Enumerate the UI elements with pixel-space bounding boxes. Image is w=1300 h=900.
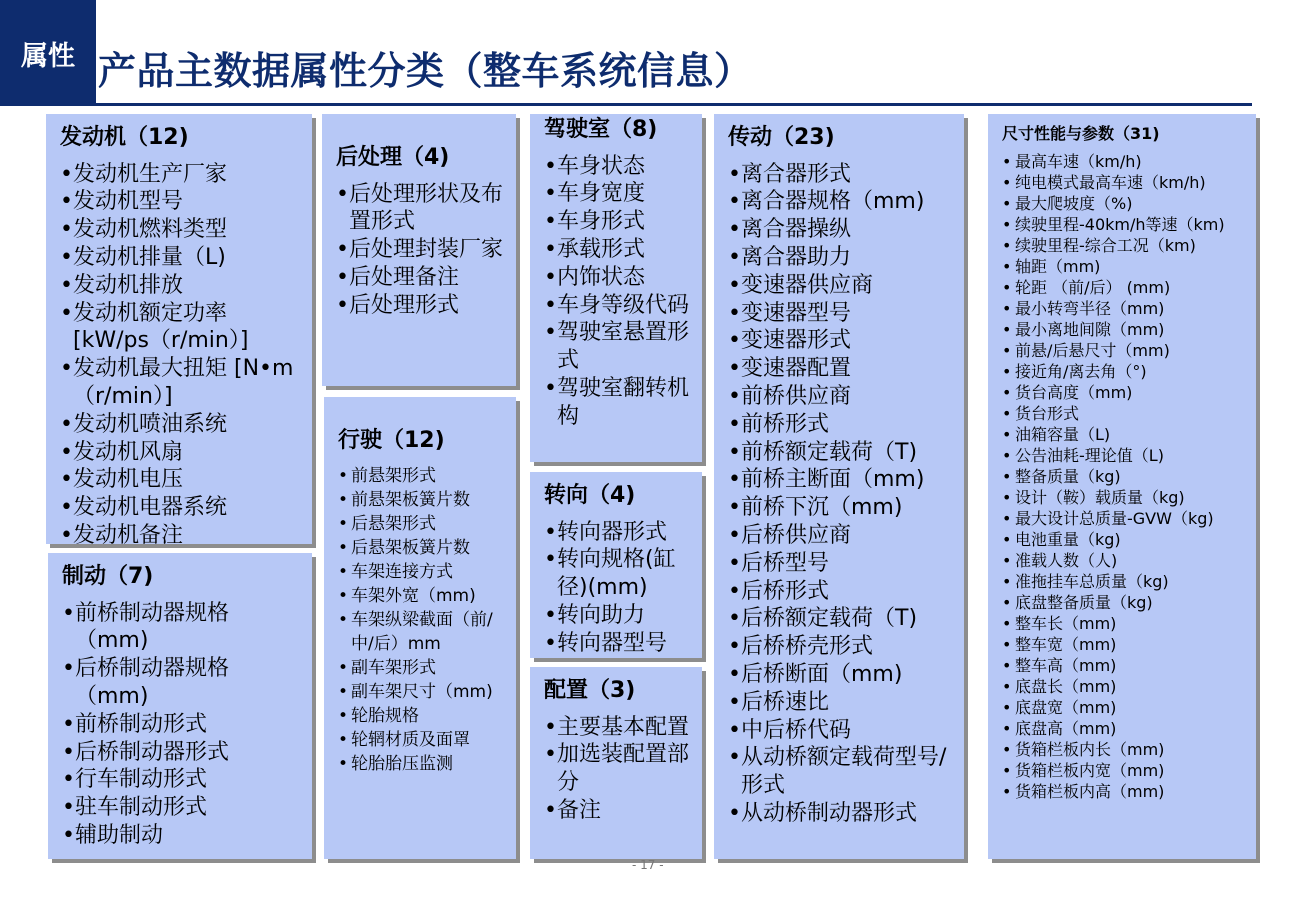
page-title: 产品主数据属性分类（整车系统信息）	[98, 49, 753, 93]
list-item: • 变速器配置	[728, 355, 952, 383]
list-item: • 转向助力	[544, 602, 690, 630]
list-item: • 准载人数（人)	[1002, 550, 1244, 571]
list-item: • 底盘长（mm)	[1002, 676, 1244, 697]
list-item: • 最大设计总质量-GVW（kg)	[1002, 508, 1244, 529]
list-item: • 从动桥额定载荷型号/形式	[728, 744, 952, 800]
engine-box	[46, 114, 312, 544]
list-item: • 后桥形式	[728, 578, 952, 606]
list-item: • 续驶里程-40km/h等速（km)	[1002, 214, 1244, 235]
list-item: • 发动机风扇	[60, 439, 300, 467]
list-item: • 车架外宽（mm)	[338, 584, 504, 608]
list-item: • 前桥制动形式	[62, 711, 300, 739]
list-item: • 后桥型号	[728, 550, 952, 578]
list-item: • 后处理备注	[336, 264, 504, 292]
list-item: • 后桥额定载荷（T)	[728, 605, 952, 633]
list-item: • 后桥供应商	[728, 522, 952, 550]
list-item: • 整车宽（mm)	[1002, 634, 1244, 655]
steering-title: 转向（4)	[544, 483, 636, 508]
list-item: • 整车长（mm)	[1002, 613, 1244, 634]
list-item: • 最小离地间隙（mm)	[1002, 319, 1244, 340]
list-item: • 发动机排量（L)	[60, 244, 300, 272]
list-item: • 变速器型号	[728, 300, 952, 328]
list-item: • 主要基本配置	[544, 714, 690, 742]
list-item: • 备注	[544, 797, 690, 825]
list-item: • 前桥供应商	[728, 383, 952, 411]
list-item: • 后桥制动器形式	[62, 739, 300, 767]
list-item: • 发动机型号	[60, 188, 300, 216]
list-item: • 发动机电器系统	[60, 494, 300, 522]
cab-box	[530, 114, 702, 462]
list-item: • 离合器规格（mm)	[728, 188, 952, 216]
list-item: • 后桥断面（mm)	[728, 661, 952, 689]
list-item: • 内饰状态	[544, 264, 690, 292]
title-divider	[52, 103, 1252, 106]
engine-title: 发动机（12)	[60, 125, 189, 150]
list-item: • 后处理形状及布置形式	[336, 181, 504, 237]
list-item: • 车架连接方式	[338, 560, 504, 584]
dimensions-box	[988, 114, 1256, 859]
list-item: • 驾驶室悬置形式	[544, 319, 690, 375]
list-item: • 后桥桥壳形式	[728, 633, 952, 661]
list-item: • 最大爬坡度（%)	[1002, 193, 1244, 214]
dimensions-title: 尺寸性能与参数（31)	[1002, 124, 1160, 143]
list-item: • 中后桥代码	[728, 717, 952, 745]
config-title: 配置（3)	[544, 678, 636, 703]
list-item: • 发动机电压	[60, 466, 300, 494]
list-item: • 发动机备注	[60, 522, 300, 544]
list-item: • 辅助制动	[62, 822, 300, 850]
list-item: • 前悬架形式	[338, 464, 504, 488]
list-item: • 货台形式	[1002, 403, 1244, 424]
drivetrain-title: 传动（23)	[728, 125, 835, 150]
list-item: • 车身形式	[544, 208, 690, 236]
section-badge: 属性	[0, 0, 96, 106]
list-item: • 从动桥制动器形式	[728, 800, 952, 828]
list-item: • 后桥制动器规格（mm)	[62, 655, 300, 711]
list-item: • 发动机生产厂家	[60, 161, 300, 189]
list-item: • 前桥形式	[728, 411, 952, 439]
list-item: • 离合器助力	[728, 244, 952, 272]
list-item: • 转向规格(缸径)(mm)	[544, 546, 690, 602]
list-item: • 加选装配置部分	[544, 741, 690, 797]
list-item: • 整车高（mm)	[1002, 655, 1244, 676]
list-item: • 货箱栏板内宽（mm)	[1002, 760, 1244, 781]
list-item: • 发动机额定功率[kW/ps（r/min）]	[60, 300, 300, 356]
list-item: • 前悬/后悬尺寸（mm)	[1002, 340, 1244, 361]
page-number: - 17 -	[632, 858, 664, 872]
list-item: • 轮胎规格	[338, 704, 504, 728]
aftertreatment-box	[322, 114, 516, 386]
list-item: • 设计（鞍）载质量（kg)	[1002, 487, 1244, 508]
list-item: • 接近角/离去角（°)	[1002, 361, 1244, 382]
list-item: • 最小转弯半径（mm)	[1002, 298, 1244, 319]
list-item: • 底盘整备质量（kg)	[1002, 592, 1244, 613]
list-item: • 后悬架板簧片数	[338, 536, 504, 560]
list-item: • 发动机排放	[60, 272, 300, 300]
list-item: • 电池重量（kg)	[1002, 529, 1244, 550]
list-item: • 行车制动形式	[62, 766, 300, 794]
list-item: • 变速器形式	[728, 327, 952, 355]
chassis-box	[324, 397, 516, 859]
list-item: • 变速器供应商	[728, 272, 952, 300]
list-item: • 车身等级代码	[544, 292, 690, 320]
list-item: • 后处理封装厂家	[336, 236, 504, 264]
list-item: • 离合器形式	[728, 161, 952, 189]
list-item: • 轴距（mm)	[1002, 256, 1244, 277]
list-item: • 公告油耗-理论值（L)	[1002, 445, 1244, 466]
list-item: • 副车架形式	[338, 656, 504, 680]
list-item: • 整备质量（kg)	[1002, 466, 1244, 487]
list-item: • 底盘宽（mm)	[1002, 697, 1244, 718]
list-item: • 纯电模式最高车速（km/h)	[1002, 172, 1244, 193]
list-item: • 转向器形式	[544, 519, 690, 547]
list-item: • 续驶里程-综合工况（km)	[1002, 235, 1244, 256]
drivetrain-box	[714, 114, 964, 859]
config-box	[530, 667, 702, 859]
list-item: • 前桥主断面（mm)	[728, 466, 952, 494]
chassis-title: 行驶（12)	[338, 428, 445, 453]
brake-box	[48, 553, 312, 859]
list-item: • 货箱栏板内高（mm)	[1002, 781, 1244, 802]
list-item: • 轮辋材质及面罩	[338, 728, 504, 752]
list-item: • 轮胎胎压监测	[338, 752, 504, 776]
aftertreatment-title: 后处理（4)	[336, 145, 450, 170]
list-item: • 后处理形式	[336, 292, 504, 320]
list-item: • 转向器型号	[544, 630, 690, 658]
list-item: • 驾驶室翻转机构	[544, 375, 690, 431]
list-item: • 副车架尺寸（mm)	[338, 680, 504, 704]
list-item: • 油箱容量（L)	[1002, 424, 1244, 445]
list-item: • 发动机燃料类型	[60, 216, 300, 244]
list-item: • 前桥制动器规格（mm)	[62, 600, 300, 656]
list-item: • 车身宽度	[544, 180, 690, 208]
list-item: • 前悬架板簧片数	[338, 488, 504, 512]
list-item: • 发动机喷油系统	[60, 411, 300, 439]
steering-box	[530, 472, 702, 658]
list-item: • 后悬架形式	[338, 512, 504, 536]
list-item: • 发动机最大扭矩 [N•m（r/min）]	[60, 355, 300, 411]
list-item: • 车身状态	[544, 153, 690, 181]
list-item: • 货箱栏板内长（mm)	[1002, 739, 1244, 760]
list-item: • 车架纵梁截面（前/中/后）mm	[338, 608, 504, 656]
list-item: • 前桥额定载荷（T)	[728, 439, 952, 467]
list-item: • 驻车制动形式	[62, 794, 300, 822]
list-item: • 承载形式	[544, 236, 690, 264]
list-item: • 前桥下沉（mm)	[728, 494, 952, 522]
list-item: • 货台高度（mm)	[1002, 382, 1244, 403]
list-item: • 离合器操纵	[728, 216, 952, 244]
cab-title: 驾驶室（8)	[544, 117, 658, 142]
list-item: • 准拖挂车总质量（kg)	[1002, 571, 1244, 592]
list-item: • 最高车速（km/h)	[1002, 151, 1244, 172]
list-item: • 底盘高（mm)	[1002, 718, 1244, 739]
list-item: • 轮距 （前/后） (mm)	[1002, 277, 1244, 298]
brake-title: 制动（7)	[62, 564, 154, 589]
list-item: • 后桥速比	[728, 689, 952, 717]
